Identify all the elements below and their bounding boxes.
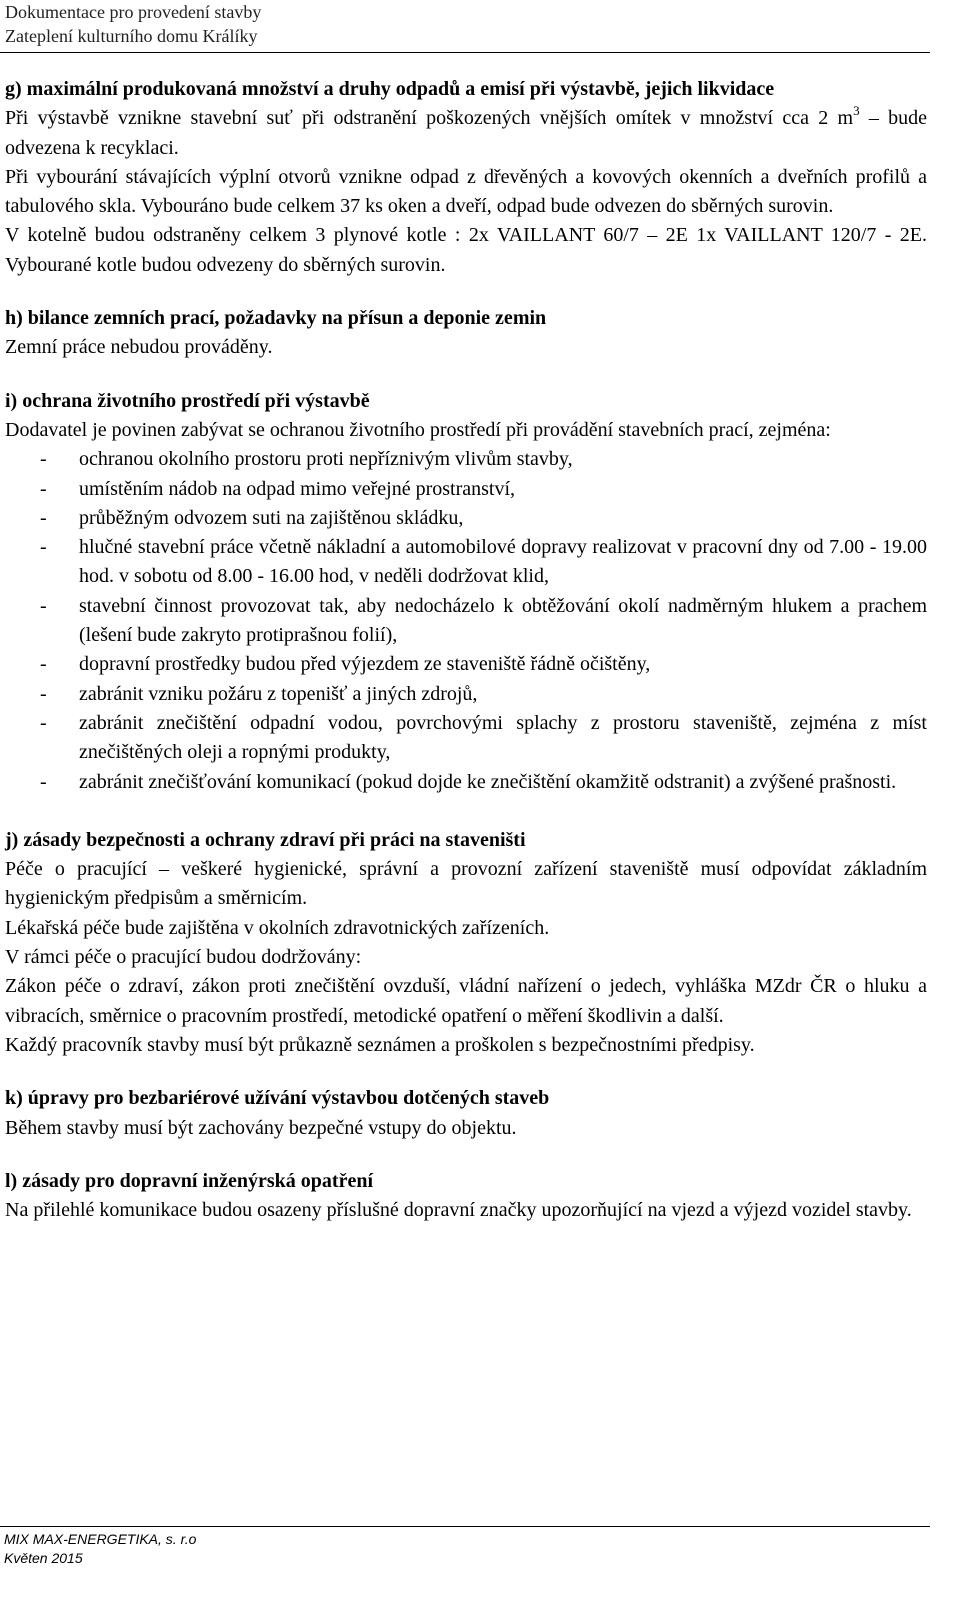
company-name: MIX MAX-ENERGETIKA, s. r.o [4, 1531, 197, 1547]
dash-bullet: - [40, 711, 47, 734]
list-item: - zabránit znečištění odpadní vodou, povrchovými splachy z prostoru staveniště, zejména z míst znečištěných oleji a ropnými produkty, [5, 709, 927, 768]
page-header [5, 0, 935, 48]
section-j [5, 826, 927, 1060]
dash-bullet: - [40, 682, 47, 705]
section-j-paragraph-4: Zákon péče o zdraví, zákon proti znečištění ovzduší, vládní nařízení o jedech, vyhláška MZdr ČR o hluku a vibracích, směrnice o pracovním prostředí, metodické opatření o měření škodlivin a další. [5, 975, 927, 1027]
dash-bullet: - [40, 448, 47, 471]
superscript-3: 3 [853, 102, 860, 118]
dash-bullet: - [40, 653, 47, 676]
project-title: Zateplení kulturního domu Králíky [5, 26, 258, 46]
section-l [5, 1167, 927, 1226]
footer-divider [0, 1526, 930, 1527]
section-i-heading: i) ochrana životního prostředí při výstavbě [5, 389, 370, 412]
section-l-heading: l) zásady pro dopravní inženýrská opatření [5, 1169, 373, 1192]
header-divider [0, 52, 930, 53]
section-j-paragraph-5: Každý pracovník stavby musí být průkazně seznámen a proškolen s bezpečnostními předpisy. [5, 1033, 755, 1056]
section-l-paragraph-1: Na přilehlé komunikace budou osazeny příslušné dopravní značky upozorňující na vjezd a výjezd vozidel stavby. [5, 1199, 912, 1222]
section-g-paragraph-1: Při výstavbě vznikne stavební suť při odstranění poškozených vnějších omítek v množství cca 2 $m^3$ – bude odvezena k recyklaci. [5, 102, 927, 159]
dash-bullet: - [40, 536, 47, 559]
section-h-heading: h) bilance zemních prací, požadavky na přísun a deponie zemin [5, 307, 547, 330]
section-h [5, 304, 927, 363]
section-j-paragraph-3: V rámci péče o pracující budou dodržovány: [5, 946, 362, 969]
section-g-paragraph-2: Při vybourání stávajících výplní otvorů vznikne odpad z dřevěných a kovových okenních a dveřních profilů a tabulového skla. Vybouráno bude celkem 37 ks oken a dveří, odpad bude odvezen do sběrných surovin. [5, 165, 927, 218]
section-j-heading: j) zásady bezpečnosti a ochrany zdraví při práci na staveništi [5, 828, 526, 851]
section-g-heading: g) maximální produkovaná množství a druhy odpadů a emisí při výstavbě, jejich likvidace [5, 78, 775, 100]
page-footer [4, 1530, 196, 1568]
section-i [5, 387, 927, 797]
list-item: - zabránit vzniku požáru z topenišť a jiných zdrojů, [5, 680, 927, 709]
section-g [5, 75, 927, 280]
section-g-paragraph-3: V kotelně budou odstraněny celkem 3 plynové kotle : 2x VAILLANT 60/7 – 2E 1x VAILLANT 120/7 - 2E. Vybourané kotle budou odvezeny do sběrných surovin. [5, 224, 927, 276]
list-item: - zabránit znečišťování komunikací (pokud dojde ke znečištění okamžitě odstranit) a zvýšené prašnosti. [5, 768, 927, 797]
dash-bullet: - [40, 770, 47, 793]
list-item: - umístěním nádob na odpad mimo veřejné prostranství, [5, 475, 927, 504]
dash-bullet: - [40, 506, 47, 529]
list-item: - stavební činnost provozovat tak, aby nedocházelo k obtěžování okolí nadměrným hlukem a prachem (lešení bude zakryto protiprašnou folií), [5, 592, 927, 651]
section-j-paragraph-2: Lékařská péče bude zajištěna v okolních zdravotnických zařízeních. [5, 916, 550, 939]
dash-bullet: - [40, 594, 47, 617]
list-item: - hlučné stavební práce včetně nákladní a automobilové dopravy realizovat v pracovní dny od 7.00 - 19.00 hod. v sobotu od 8.00 - 16.00 hod, v neděli dodržovat klid, [5, 533, 927, 592]
section-i-list [5, 445, 927, 797]
list-item: - ochranou okolního prostoru proti nepříznivým vlivům stavby, [5, 445, 927, 474]
list-item: - dopravní prostředky budou před výjezdem ze staveniště řádně očištěny, [5, 650, 927, 679]
section-j-paragraph-1: Péče o pracující – veškeré hygienické, správní a provozní zařízení staveniště musí odpovídat základním hygienickým předpisům a směrnicím. [5, 858, 927, 910]
document-date: Květen 2015 [4, 1550, 83, 1566]
document-title: Dokumentace pro provedení stavby [5, 2, 262, 22]
section-i-intro: Dodavatel je povinen zabývat se ochranou životního prostředí při provádění stavebních prací, zejména: [5, 418, 831, 441]
document-body [5, 75, 927, 1225]
list-item: - průběžným odvozem suti na zajištěnou skládku, [5, 504, 927, 533]
section-k [5, 1084, 927, 1143]
section-k-paragraph-1: Během stavby musí být zachovány bezpečné vstupy do objektu. [5, 1116, 517, 1139]
dash-bullet: - [40, 477, 47, 500]
section-k-heading: k) úpravy pro bezbariérové užívání výstavbou dotčených staveb [5, 1087, 550, 1110]
section-h-paragraph-1: Zemní práce nebudou prováděny. [5, 336, 273, 359]
